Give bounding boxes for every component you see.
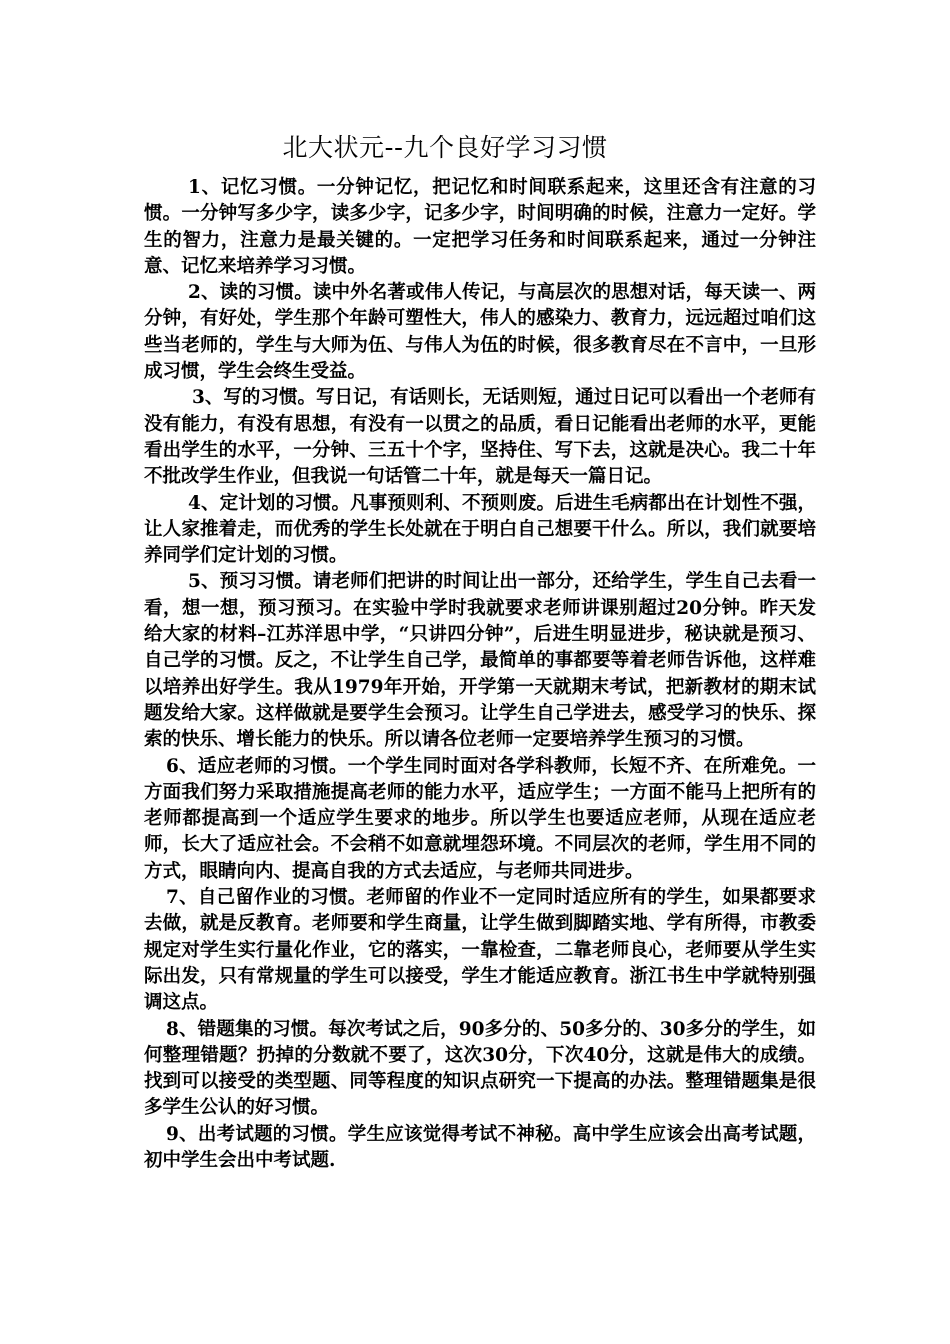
paragraph-preview-habit: 5、预习习惯。请老师们把讲的时间让出一部分，还给学生，学生自己去看一看，想一想，预习预习。在实验中学时我就要求老师讲课别超过20分钟。昨天发给大家的材料–江苏洋思中学，“只讲四分钟”，后进生明显进步，秘诀就是预习、自己学的习惯。反之，不让学生自己学，最简单的事都要等着老师告诉他，这样难以培养出好学生。我从1979年开始，开学第一天就期末考试，把新教材的期末试题发给大家。这样做就是要学生会预习。让学生自己学进去，感受学习的快乐、探索的快乐、增长能力的快乐。所以请各位老师一定要培养学生预习的习惯。 (144, 571, 816, 751)
document-body (144, 175, 816, 1174)
paragraph-memory-habit: 1、记忆习惯。一分钟记忆，把记忆和时间联系起来，这里还含有注意的习惯。一分钟写多少字，读多少字，记多少字，时间明确的时候，注意力一定好。学生的智力，注意力是最关键的。一定把学习任务和时间联系起来，通过一分钟注意、记忆来培养学习习惯。 (144, 177, 816, 277)
paragraph-exam-question-habit: 9、出考试题的习惯。学生应该觉得考试不神秘。高中学生应该会出高考试题，初中学生会出中考试题. (144, 1123, 816, 1171)
paragraph-planning-habit: 4、定计划的习惯。凡事预则利、不预则废。后进生毛病都出在计划性不强，让人家推着走，而优秀的学生长处就在于明白自己想要干什么。所以，我们就要培养同学们定计划的习惯。 (144, 492, 816, 567)
paragraph-self-homework-habit: 7、自己留作业的习惯。老师留的作业不一定同时适应所有的学生，如果都要求去做，就是反教育。老师要和学生商量，让学生做到脚踏实地、学有所得，市教委规定对学生实行量化作业，它的落实，一靠检查，二靠老师良心，老师要从学生实际出发，只有常规量的学生可以接受，学生才能适应教育。浙江书生中学就特别强调这点。 (144, 887, 816, 1014)
paragraph-adapt-teacher-habit: 6、适应老师的习惯。一个学生同时面对各学科教师，长短不齐、在所难免。一方面我们努力采取措施提高老师的能力水平，适应学生；一方面不能马上把所有的老师都提高到一个适应学生要求的地步。所以学生也要适应老师，从现在适应老师，长大了适应社会。不会稍不如意就埋怨环境。不同层次的老师，学生用不同的方式，眼睛向内、提高自我的方式去适应，与老师共同进步。 (144, 755, 816, 882)
paragraph-writing-habit: 3、写的习惯。写日记，有话则长，无话则短，通过日记可以看出一个老师有没有能力，有没有思想，有没有一以贯之的品质，看日记能看出老师的水平，更能看出学生的水平，一分钟、三五十个字，坚持住、写下去，这就是决心。我二十年不批改学生作业，但我说一句话管二十年，就是每天一篇日记。 (144, 387, 816, 488)
paragraph-error-collection-habit: 8、错题集的习惯。每次考试之后，90多分的、50多分的、30多分的学生，如何整理错题？扔掉的分数就不要了，这次30分，下次40分，这就是伟大的成绩。找到可以接受的类型题、同等程度的知识点研究一下提高的办法。整理错题集是很多学生公认的好习惯。 (144, 1018, 816, 1119)
document-title: 北大状元--九个良好学习习惯 (282, 133, 608, 162)
paragraph-reading-habit: 2、读的习惯。读中外名著或伟人传记，与高层次的思想对话，每天读一、两分钟，有好处，学生那个年龄可塑性大，伟人的感染力、教育力，远远超过咱们这些当老师的，学生与大师为伍、与伟人为伍的时候，很多教育尽在不言中，一旦形成习惯，学生会终生受益。 (144, 282, 816, 383)
